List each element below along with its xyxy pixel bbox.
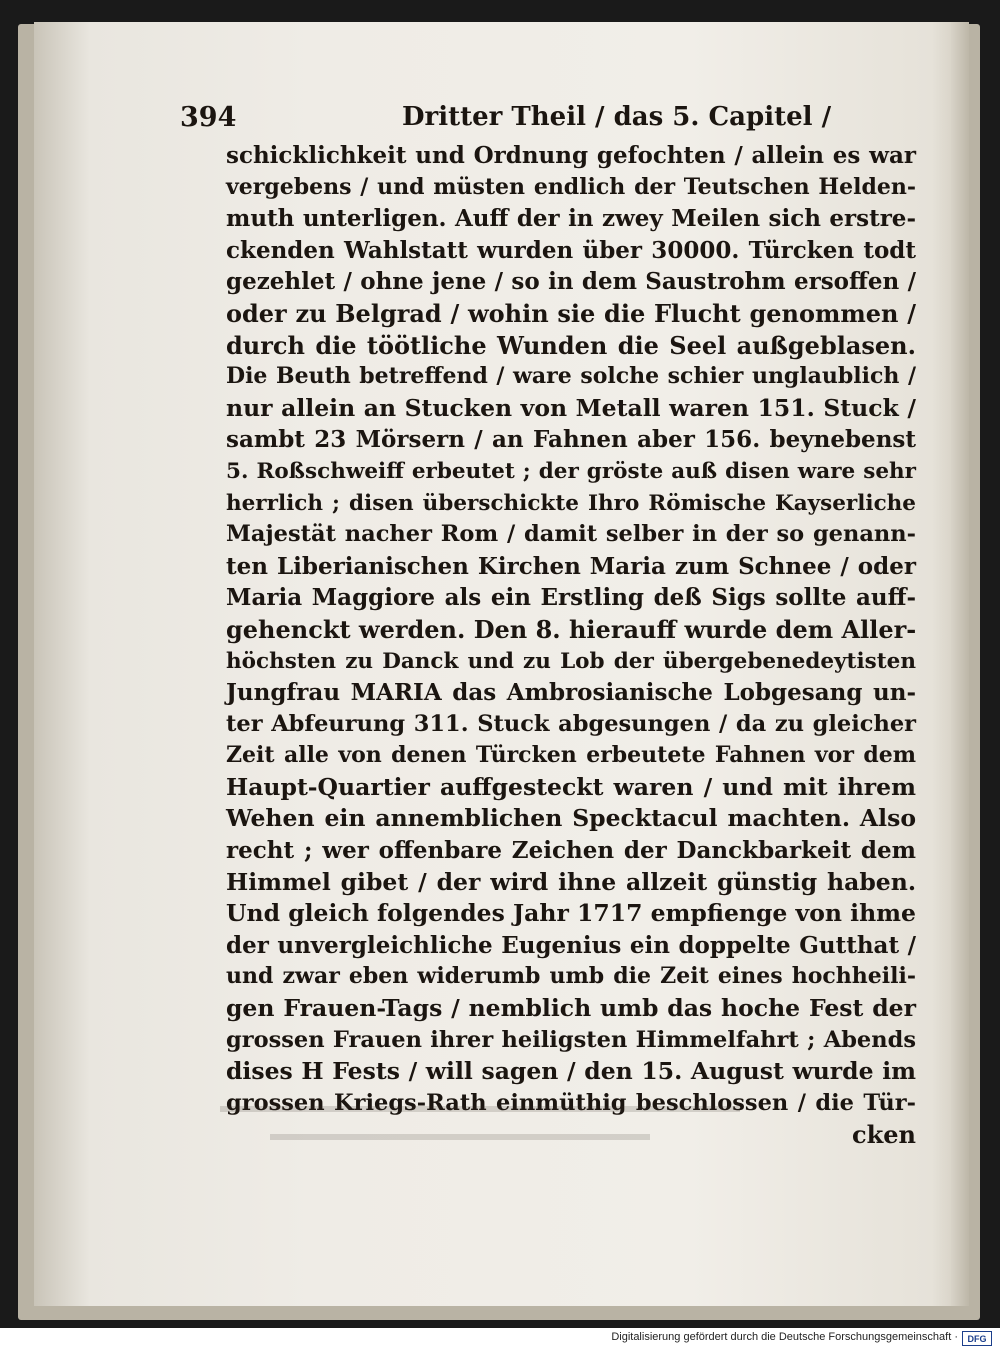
text-line: nur allein an Stucken von Metall waren 151. Stuck / <box>226 393 916 422</box>
page-number: 394 <box>180 102 237 133</box>
text-line: gen Frauen-Tags / nemblich umb das hoche Fest der <box>226 994 916 1023</box>
text-line: ten Liberianischen Kirchen Maria zum Schnee / oder <box>226 552 916 580</box>
catchword: cken <box>852 1120 916 1150</box>
text-line: Majestät nacher Rom / damit selber in der so genann- <box>226 521 916 548</box>
text-line: und zwar eben widerumb umb die Zeit eines hochheili- <box>226 963 916 990</box>
text-line: sambt 23 Mörsern / an Fahnen aber 156. beynebenst <box>226 426 916 454</box>
text-line: muth unterligen. Auff der in zwey Meilen sich erstre- <box>226 205 916 233</box>
running-head <box>180 100 920 140</box>
text-line: Maria Maggiore als ein Erstling deß Sigs sollte auff- <box>226 584 916 612</box>
text-line: Die Beuth betreffend / ware solche schier unglaublich / <box>226 363 916 390</box>
body-text <box>226 140 916 1151</box>
text-line: herrlich ; disen überschickte Ihro Römische Kayserliche <box>226 490 916 516</box>
text-line: dises H Fests / will sagen / den 15. August wurde im <box>226 1057 916 1086</box>
text-line: ckenden Wahlstatt wurden über 30000. Türcken todt <box>226 236 916 264</box>
text-line: gezehlet / ohne jene / so in dem Saustrohm ersoffen / <box>226 268 916 296</box>
text-line: Jungfrau MARIA das Ambrosianische Lobgesang un- <box>226 679 916 707</box>
page-edge <box>951 22 969 1306</box>
text-line: 5. Roßschweiff erbeutet ; der gröste auß disen ware sehr <box>226 458 916 484</box>
running-head-title: Dritter Theil / das 5. Capitel / <box>402 102 832 132</box>
text-line: schicklichkeit und Ordnung gefochten / allein es war <box>226 142 916 169</box>
text-line: grossen Kriegs-Rath einmüthig beschlossen / die Tür- <box>226 1089 916 1116</box>
text-line: durch die töötliche Wunden die Seel außgeblasen. <box>226 330 916 360</box>
text-line: der unvergleichliche Eugenius ein doppelte Gutthat / <box>226 931 916 959</box>
text-line: Wehen ein annemblichen Specktacul machten. Also <box>226 804 916 833</box>
text-line: gehenckt werden. Den 8. hierauff wurde dem Aller- <box>226 614 917 644</box>
funding-credit: Digitalisierung gefördert durch die Deutsche Forschungsgemeinschaft · <box>611 1331 958 1343</box>
text-line: höchsten zu Danck und zu Lob der übergebenedeytisten <box>226 648 916 674</box>
text-line: recht ; wer offenbare Zeichen der Danckbarkeit dem <box>226 837 916 865</box>
text-line: Himmel gibet / der wird ihne allzeit günstig haben. <box>226 867 916 896</box>
text-line: oder zu Belgrad / wohin sie die Flucht genommen / <box>226 298 916 328</box>
text-line: Zeit alle von denen Türcken erbeutete Fahnen vor dem <box>226 742 916 769</box>
dfg-logo: DFG <box>962 1331 992 1346</box>
text-line: vergebens / und müsten endlich der Teutschen Helden- <box>226 173 916 200</box>
text-line: grossen Frauen ihrer heiligsten Himmelfahrt ; Abends <box>226 1026 916 1053</box>
show-through-lines <box>40 1098 900 1158</box>
text-line: Und gleich folgendes Jahr 1717 empfienge von ihme <box>226 899 916 928</box>
text-line: Haupt-Quartier auffgesteckt waren / und mit ihrem <box>226 772 916 801</box>
digitization-footer <box>0 1328 1000 1350</box>
text-line: ter Abfeurung 311. Stuck abgesungen / da zu gleicher <box>226 710 916 737</box>
